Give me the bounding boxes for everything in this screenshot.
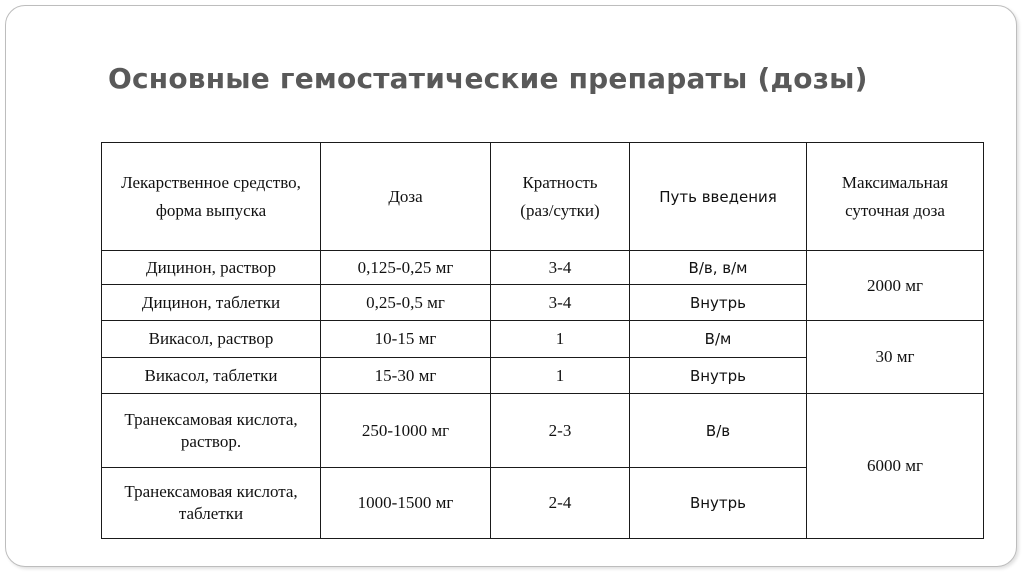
cell-max-daily: 30 мг	[807, 321, 984, 394]
cell-frequency: 2-4	[491, 468, 630, 539]
cell-frequency: 3-4	[491, 251, 630, 285]
cell-drug: Дицинон, таблетки	[102, 285, 321, 321]
cell-drug: Дицинон, раствор	[102, 251, 321, 285]
cell-route: Внутрь	[630, 358, 807, 394]
cell-route: Внутрь	[630, 285, 807, 321]
cell-frequency: 1	[491, 358, 630, 394]
cell-drug: Викасол, раствор	[102, 321, 321, 358]
cell-dose: 0,125-0,25 мг	[321, 251, 491, 285]
cell-drug: Викасол, таблетки	[102, 358, 321, 394]
header-route: Путь введения	[630, 143, 807, 251]
table-header-row	[102, 143, 984, 251]
table-row	[102, 394, 984, 468]
header-max-daily: Максимальная суточная доза	[807, 143, 984, 251]
cell-frequency: 3-4	[491, 285, 630, 321]
table-row	[102, 251, 984, 285]
cell-drug: Транексамовая кислота, таблетки	[102, 468, 321, 539]
cell-dose: 10-15 мг	[321, 321, 491, 358]
cell-route: Внутрь	[630, 468, 807, 539]
page-title: Основные гемостатические препараты (дозы)	[108, 62, 868, 95]
cell-max-daily: 2000 мг	[807, 251, 984, 321]
header-drug: Лекарственное средство, форма выпуска	[102, 143, 321, 251]
cell-max-daily: 6000 мг	[807, 394, 984, 539]
cell-dose: 0,25-0,5 мг	[321, 285, 491, 321]
header-dose: Доза	[321, 143, 491, 251]
cell-route: В/м	[630, 321, 807, 358]
table-row	[102, 321, 984, 358]
cell-frequency: 2-3	[491, 394, 630, 468]
cell-dose: 250-1000 мг	[321, 394, 491, 468]
cell-drug: Транексамовая кислота, раствор.	[102, 394, 321, 468]
cell-dose: 15-30 мг	[321, 358, 491, 394]
cell-dose: 1000-1500 мг	[321, 468, 491, 539]
cell-frequency: 1	[491, 321, 630, 358]
cell-route: В/в	[630, 394, 807, 468]
header-frequency: Кратность (раз/сутки)	[491, 143, 630, 251]
hemostatic-dose-table	[101, 142, 984, 539]
cell-route: В/в, в/м	[630, 251, 807, 285]
